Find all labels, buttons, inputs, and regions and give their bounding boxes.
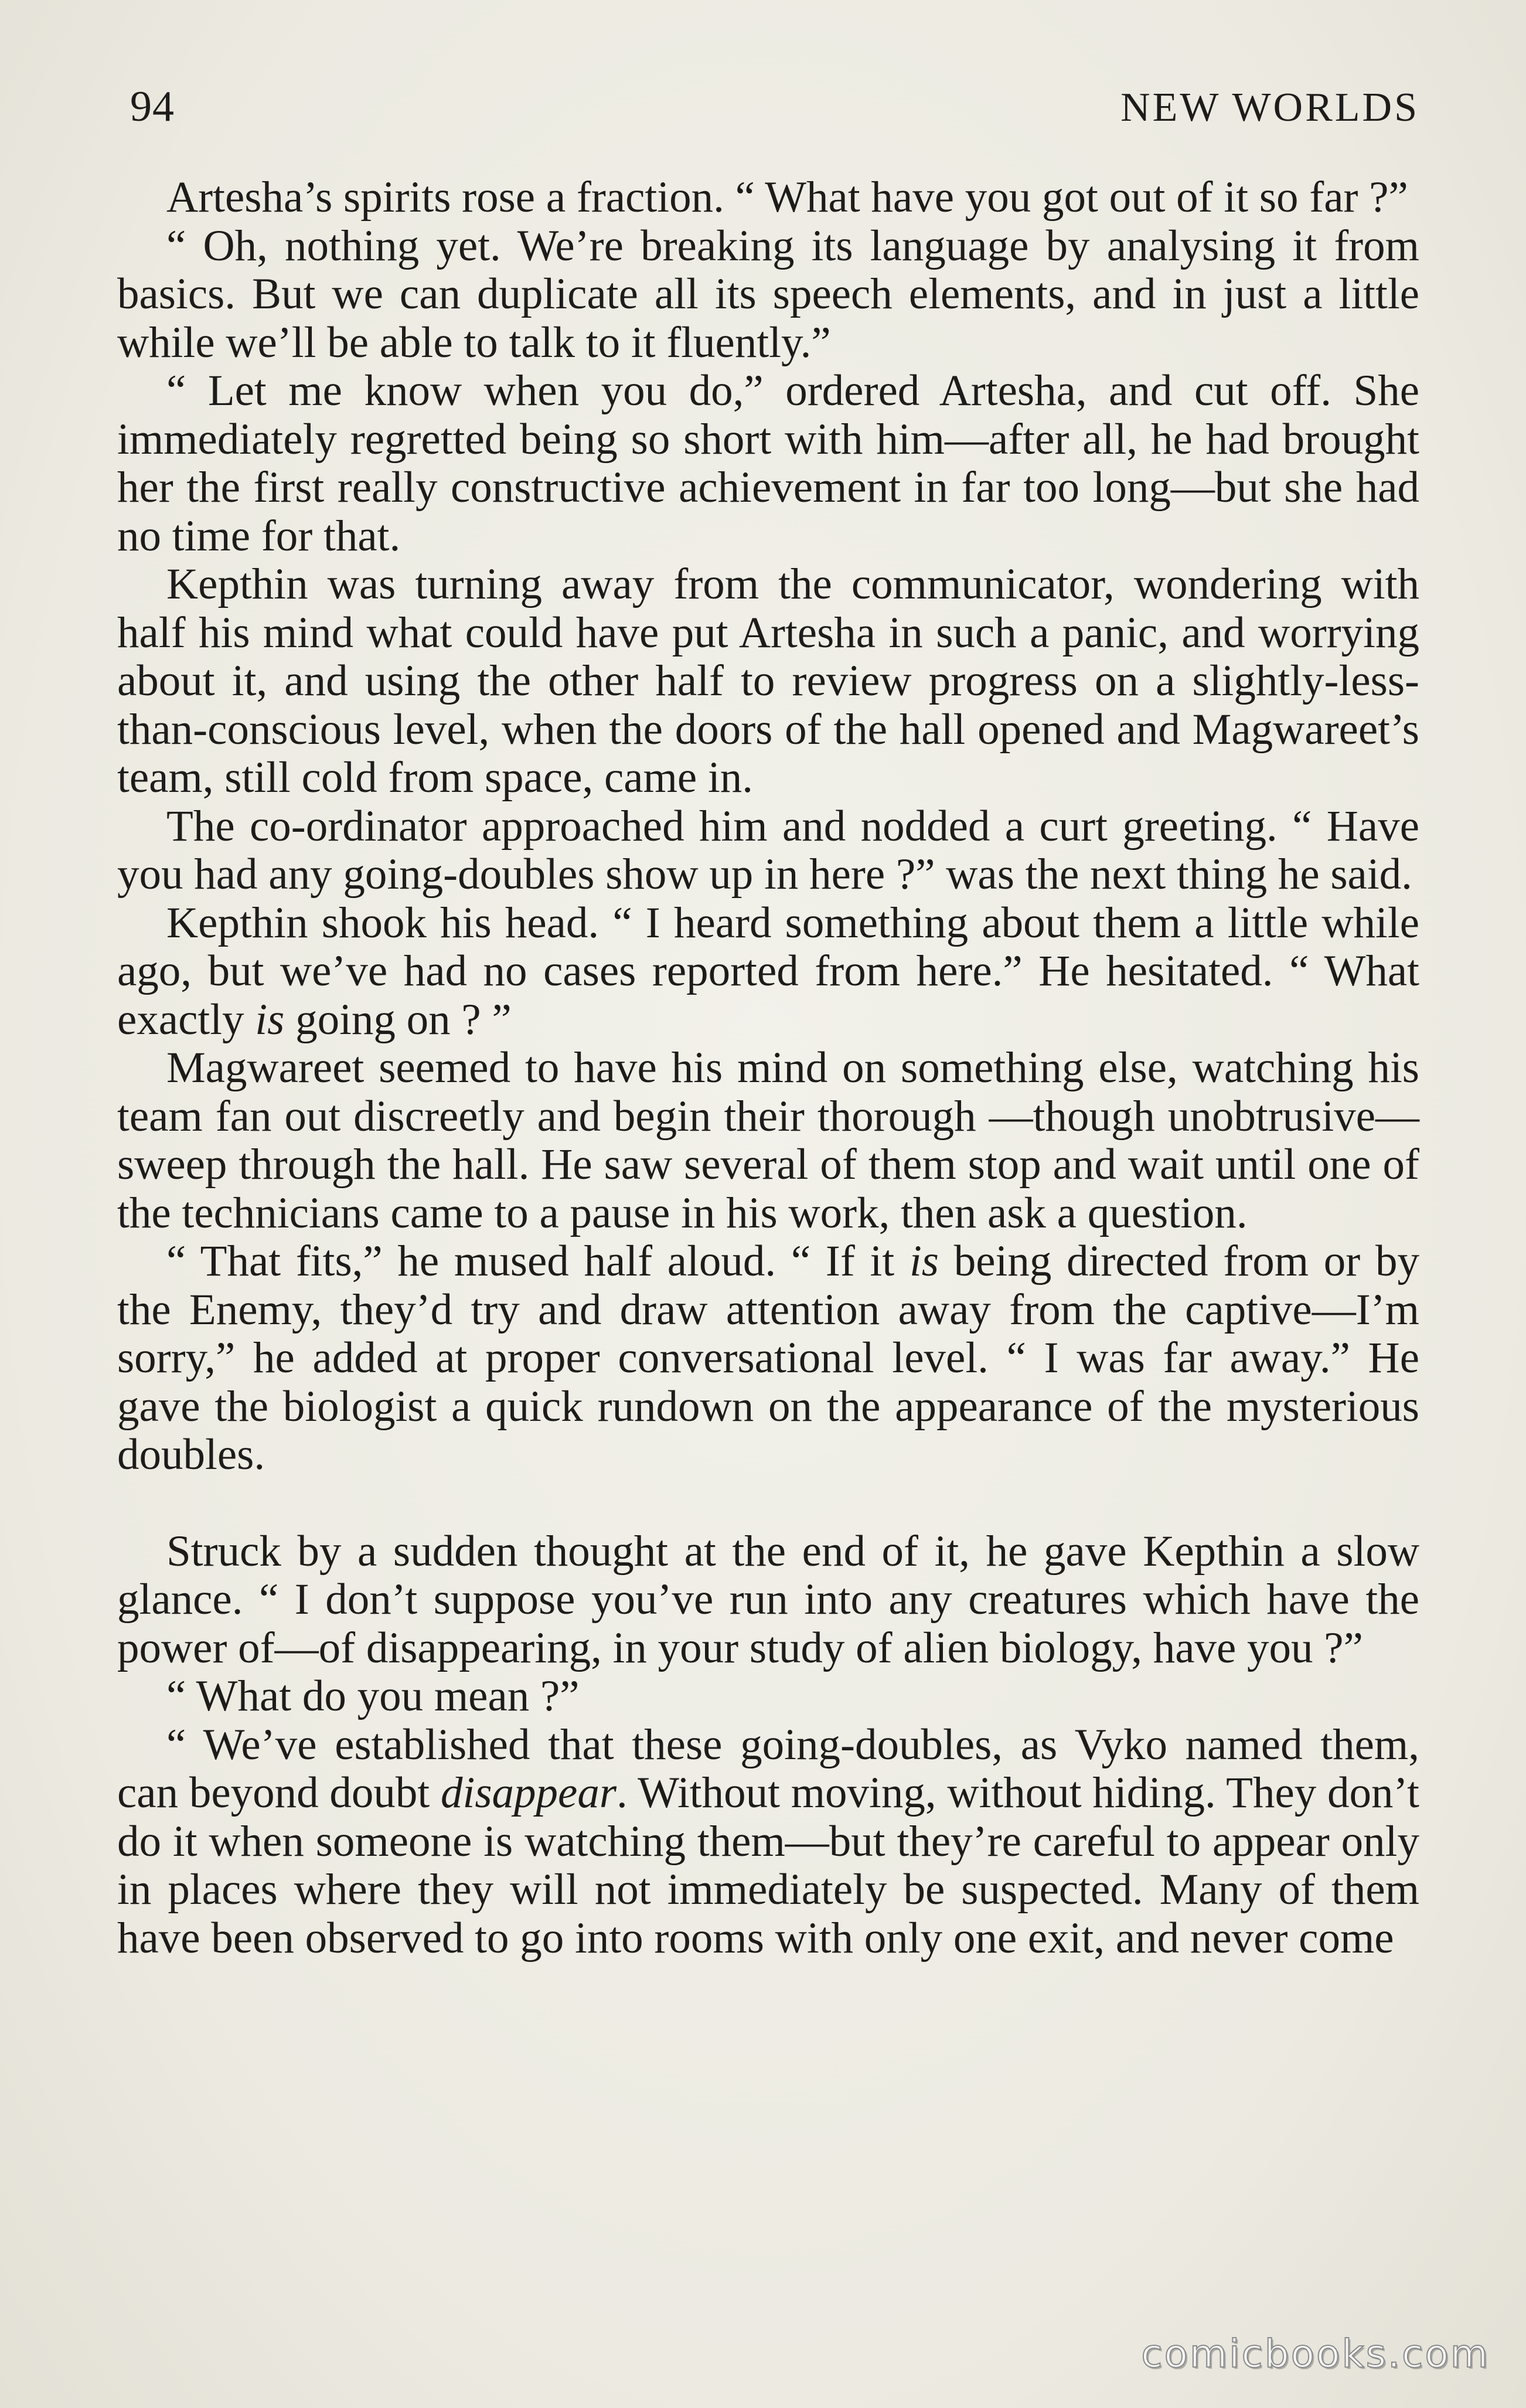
italic-emphasis: disappear: [441, 1768, 616, 1817]
paragraph: [117, 899, 1419, 1045]
watermark: comicbooks.com: [1141, 2331, 1490, 2376]
paragraph: Artesha’s spirits rose a fraction. “ What have you got out of it so far ?”: [166, 173, 1408, 222]
italic-emphasis: is: [255, 995, 285, 1044]
paragraph: Struck by a sudden thought at the end of it, he gave Kepthin a slow glance. “ I don’t suppose you’ve run into any creatures which have the power of—of disappearing, in your study of alien biology, have you ?”: [117, 1526, 1419, 1672]
paragraph: The co-ordinator approached him and nodded a curt greeting. “ Have you had any going-doubles show up in here ?” was the next thing he said.: [117, 801, 1419, 899]
text-run: going on ? ”: [284, 995, 512, 1044]
page-number: 94: [130, 83, 175, 131]
page-header: [130, 82, 1419, 141]
text-run: being directed from or by the Enemy, they’d try and draw attention away from the captive—I’m sorry,” he added at proper conversational level. “ I was far away.” He gave the biologist a quick rundown on the appearance of the mysterious doubles.: [117, 1237, 1419, 1479]
paragraph: “ Oh, nothing yet. We’re breaking its language by analysing it from basics. But we can duplicate all its speech elements, and in just a little while we’ll be able to talk to it fluently.”: [117, 221, 1419, 367]
body-text: [117, 174, 1419, 1963]
paragraph: [117, 1721, 1419, 1963]
paragraph: Kepthin was turning away from the communicator, wondering with half his mind what could have put Artesha in such a panic, and worrying about it, and using the other half to review progress on a slightly-less-than-conscious level, when the doors of the hall opened and Magwareet’s team, still cold from space, came in.: [117, 560, 1419, 802]
text-run: “ We’ve established that these going-doubles, as Vyko named them, can beyond doubt: [117, 1720, 1419, 1817]
running-head: NEW WORLDS: [1120, 85, 1419, 130]
paragraph: [117, 1237, 1419, 1480]
text-run: “ That fits,” he mused half aloud. “ If it: [166, 1237, 910, 1285]
paragraph: “ Let me know when you do,” ordered Artesha, and cut off. She immediately regretted being so short with him—after all, he had brought her the first really constructive achievement in far too long—but she had no time for that.: [117, 366, 1419, 560]
text-run: . Without moving, without hiding. They don’t do it when someone is watching them—but they’re careful to appear only in places where they will not immediately be suspected. Many of them have been observed to go into rooms with only one exit, and never come: [117, 1768, 1420, 1963]
text-run: Kepthin shook his head. “ I heard something about them a little while ago, but we’ve had no cases reported from here.” He hesitated. “ What exactly: [117, 898, 1419, 1044]
italic-emphasis: is: [909, 1237, 939, 1285]
paragraph: “ What do you mean ?”: [166, 1672, 580, 1720]
paragraph: Magwareet seemed to have his mind on something else, watching his team fan out discreetly and begin their thorough —though unobtrusive—sweep through the hall. He saw several of them stop and wait until one of the technicians came to a pause in his work, then ask a question.: [117, 1043, 1419, 1237]
